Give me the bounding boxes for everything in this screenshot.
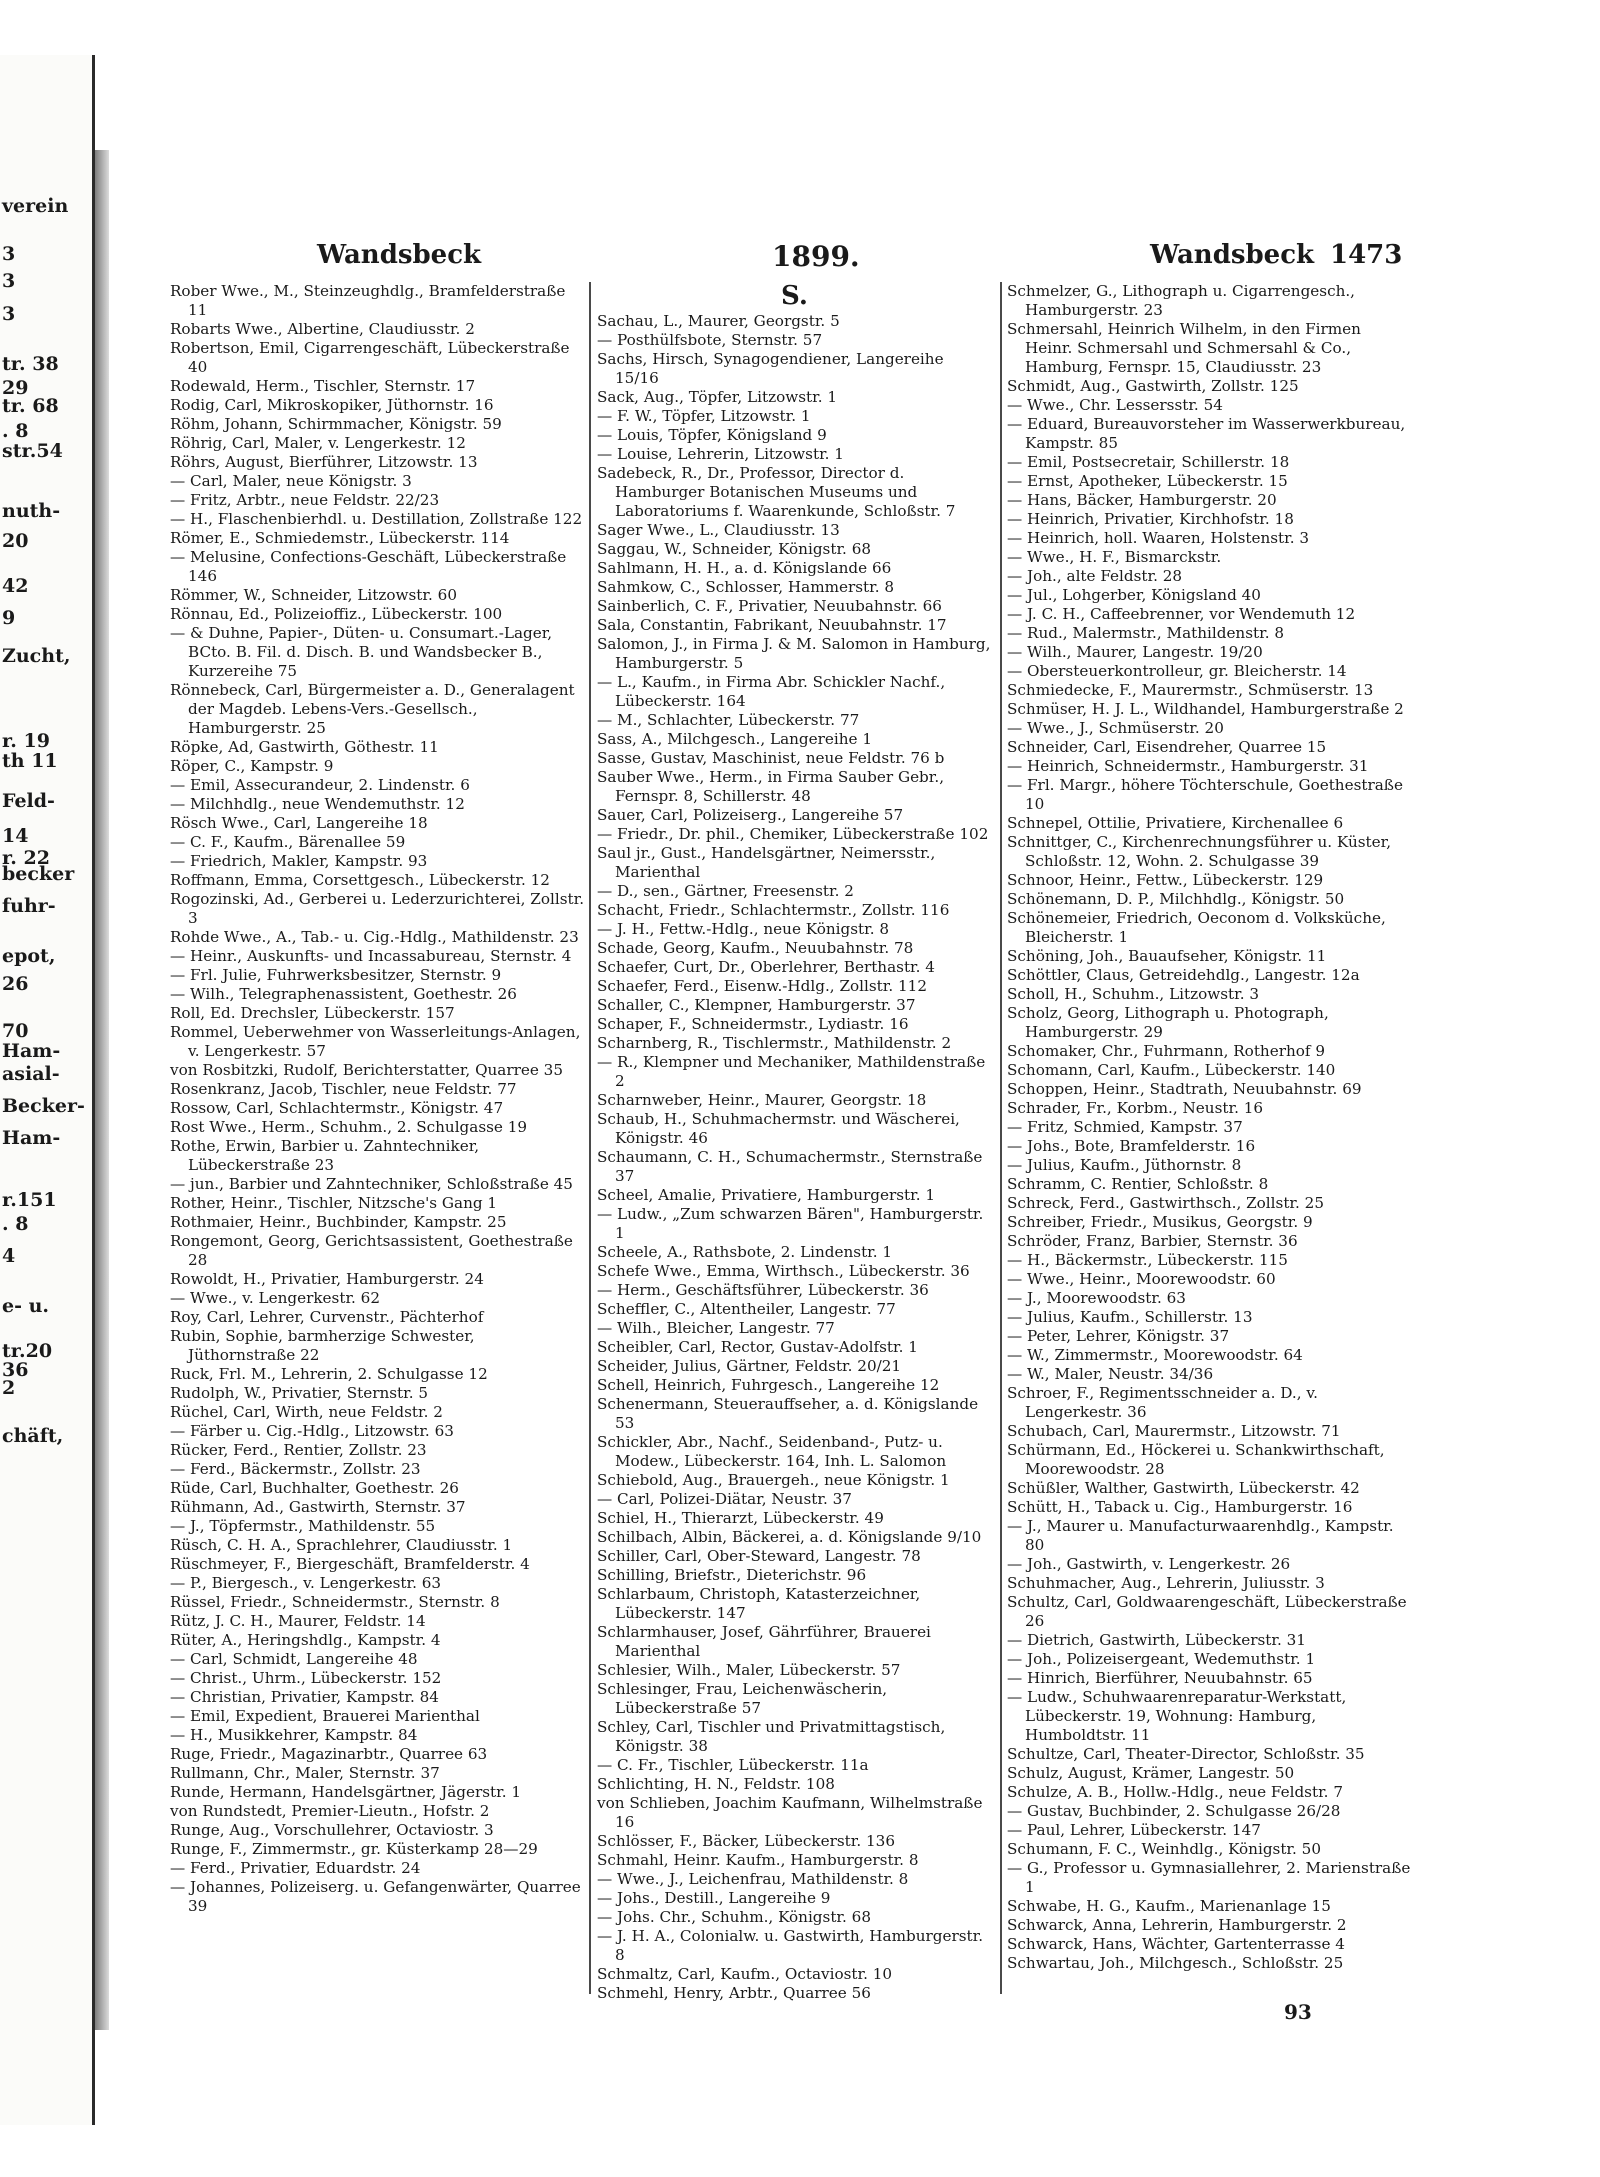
directory-entry: — Heinrich, holl. Waaren, Holstenstr. 3 <box>1007 529 1310 547</box>
column-divider <box>589 282 591 1994</box>
previous-page-text: Feld- <box>2 790 55 812</box>
directory-entry: Röper, C., Kampstr. 9 <box>170 757 334 775</box>
directory-entry: — Eduard, Bureauvorsteher im Wasserwerkbureau, Kampstr. 85 <box>1007 415 1406 452</box>
directory-entry: Schiller, Carl, Ober-Steward, Langestr. 78 <box>597 1547 921 1565</box>
directory-entry: — Joh., Gastwirth, v. Lengerkestr. 26 <box>1007 1555 1291 1573</box>
previous-page-text: str.54 <box>2 440 63 462</box>
previous-page-text: Ham- <box>2 1127 61 1149</box>
directory-entry: — J. H., Fettw.-Hdlg., neue Königstr. 8 <box>597 920 890 938</box>
directory-entry: Schmiedecke, F., Maurermstr., Schmüserstr. 13 <box>1007 681 1374 699</box>
previous-page-text: tr. 68 <box>2 395 59 417</box>
directory-entry: Sahlmann, H. H., a. d. Königslande 66 <box>597 559 892 577</box>
directory-entry: Rodewald, Herm., Tischler, Sternstr. 17 <box>170 377 476 395</box>
directory-entry: Schade, Georg, Kaufm., Neuubahnstr. 78 <box>597 939 914 957</box>
directory-entry: — H., Flaschenbierhdl. u. Destillation, Zollstraße 122 <box>170 510 583 528</box>
directory-entry: — Heinrich, Schneidermstr., Hamburgerstr. 31 <box>1007 757 1369 775</box>
directory-entry: — J., Moorewoodstr. 63 <box>1007 1289 1186 1307</box>
previous-page-text: 26 <box>2 973 29 995</box>
directory-entry: Schwartau, Joh., Milchgesch., Schloßstr. 25 <box>1007 1954 1344 1972</box>
previous-page-text: becker <box>2 863 75 885</box>
directory-entry: Rüter, A., Heringshdlg., Kampstr. 4 <box>170 1631 441 1649</box>
directory-entry: Schmersahl, Heinrich Wilhelm, in den Firmen Heinr. Schmersahl und Schmersahl & Co., Hamburg, Fernspr. 15, Claudiusstr. 23 <box>1007 320 1361 376</box>
directory-entry: Schmaltz, Carl, Kaufm., Octaviostr. 10 <box>597 1965 893 1983</box>
directory-entry: — F. W., Töpfer, Litzowstr. 1 <box>597 407 811 425</box>
directory-entry: Rother, Heinr., Tischler, Nitzsche's Gang 1 <box>170 1194 498 1212</box>
directory-entry: — Melusine, Confections-Geschäft, Lübeckerstraße 146 <box>170 548 567 585</box>
directory-entry: Schröder, Franz, Barbier, Sternstr. 36 <box>1007 1232 1298 1250</box>
directory-entry: Schmahl, Heinr. Kaufm., Hamburgerstr. 8 <box>597 1851 919 1869</box>
previous-page-text: . 8 <box>2 420 29 442</box>
directory-entry: Schnoor, Heinr., Fettw., Lübeckerstr. 129 <box>1007 871 1324 889</box>
directory-entry: — Dietrich, Gastwirth, Lübeckerstr. 31 <box>1007 1631 1306 1649</box>
directory-entry: — Fritz, Arbtr., neue Feldstr. 22/23 <box>170 491 440 509</box>
previous-page-text: 29 <box>2 377 29 399</box>
directory-entry: Schacht, Friedr., Schlachtermstr., Zollstr. 116 <box>597 901 950 919</box>
directory-entry: — Wwe., Chr. Lessersstr. 54 <box>1007 396 1223 414</box>
directory-entry: Römer, E., Schmiedemstr., Lübeckerstr. 114 <box>170 529 510 547</box>
directory-entry: Rönnau, Ed., Polizeioffiz., Lübeckerstr. 100 <box>170 605 503 623</box>
directory-entry: Robarts Wwe., Albertine, Claudiusstr. 2 <box>170 320 475 338</box>
previous-page-text: asial- <box>2 1063 60 1085</box>
directory-entry: — Julius, Kaufm., Jüthornstr. 8 <box>1007 1156 1242 1174</box>
directory-entry: Schaub, H., Schuhmachermstr. und Wäscherei, Königstr. 46 <box>597 1110 960 1147</box>
directory-entry: — Carl, Maler, neue Königstr. 3 <box>170 472 412 490</box>
directory-entry: Schubach, Carl, Maurermstr., Litzowstr. 71 <box>1007 1422 1341 1440</box>
previous-page-text: 3 <box>2 270 16 292</box>
directory-entry: Schulze, A. B., Hollw.-Hdlg., neue Feldstr. 7 <box>1007 1783 1343 1801</box>
directory-entry: — Fritz, Schmied, Kampstr. 37 <box>1007 1118 1243 1136</box>
directory-entry: Rogozinski, Ad., Gerberei u. Lederzurichterei, Zollstr. 3 <box>170 890 585 927</box>
previous-page-text: Ham- <box>2 1040 61 1062</box>
directory-entry: Schilbach, Albin, Bäckerei, a. d. Königslande 9/10 <box>597 1528 982 1546</box>
directory-entry: Schönemann, D. P., Milchhdlg., Königstr. 50 <box>1007 890 1345 908</box>
book-gutter <box>95 150 109 2030</box>
directory-entry: — Jul., Lohgerber, Königsland 40 <box>1007 586 1261 604</box>
directory-entry: — D., sen., Gärtner, Freesenstr. 2 <box>597 882 854 900</box>
directory-entry: Scheibler, Carl, Rector, Gustav-Adolfstr. 1 <box>597 1338 918 1356</box>
previous-page-text: 36 <box>2 1359 29 1381</box>
directory-entry: Schefe Wwe., Emma, Wirthsch., Lübeckerstr. 36 <box>597 1262 970 1280</box>
header-town-right: Wandsbeck <box>1150 240 1315 270</box>
directory-entry: Sasse, Gustav, Maschinist, neue Feldstr. 76 b <box>597 749 945 767</box>
directory-entry: Schomaker, Chr., Fuhrmann, Rotherhof 9 <box>1007 1042 1325 1060</box>
directory-entry: Schlarmhauser, Josef, Gährführer, Brauerei Marienthal <box>597 1623 931 1660</box>
directory-entry: Schmelzer, G., Lithograph u. Cigarrengesch., Hamburgerstr. 23 <box>1007 282 1356 319</box>
directory-entry: — Johs., Bote, Bramfelderstr. 16 <box>1007 1137 1256 1155</box>
column-divider <box>1000 282 1002 1994</box>
previous-page-text: Zucht, <box>2 645 71 667</box>
directory-entry: Sauber Wwe., Herm., in Firma Sauber Gebr., Fernspr. 8, Schillerstr. 48 <box>597 768 945 805</box>
directory-entry: Sack, Aug., Töpfer, Litzowstr. 1 <box>597 388 838 406</box>
directory-entry: Schilling, Briefstr., Dieterichstr. 96 <box>597 1566 867 1584</box>
directory-entry: Schultz, Carl, Goldwaarengeschäft, Lübeckerstraße 26 <box>1007 1593 1407 1630</box>
directory-entry: — Posthülfsbote, Sternstr. 57 <box>597 331 823 349</box>
directory-entry: Sager Wwe., L., Claudiusstr. 13 <box>597 521 840 539</box>
directory-entry: Runde, Hermann, Handelsgärtner, Jägerstr. 1 <box>170 1783 522 1801</box>
directory-entry: Schultze, Carl, Theater-Director, Schloßstr. 35 <box>1007 1745 1365 1763</box>
directory-entry: Schiel, H., Thierarzt, Lübeckerstr. 49 <box>597 1509 884 1527</box>
directory-entry: Rullmann, Chr., Maler, Sternstr. 37 <box>170 1764 440 1782</box>
directory-entry: Schürmann, Ed., Höckerei u. Schankwirthschaft, Moorewoodstr. 28 <box>1007 1441 1385 1478</box>
directory-column-1 <box>170 282 585 1916</box>
directory-entry: — Friedr., Dr. phil., Chemiker, Lübeckerstraße 102 <box>597 825 989 843</box>
directory-entry: Schomann, Carl, Kaufm., Lübeckerstr. 140 <box>1007 1061 1336 1079</box>
directory-entry: Schwabe, H. G., Kaufm., Marienanlage 15 <box>1007 1897 1331 1915</box>
directory-entry: Rüde, Carl, Buchhalter, Goethestr. 26 <box>170 1479 459 1497</box>
directory-entry: Schöttler, Claus, Getreidehdlg., Langestr. 12a <box>1007 966 1360 984</box>
previous-page-text: . 8 <box>2 1213 29 1235</box>
directory-entry: Schmüser, H. J. L., Wildhandel, Hamburgerstraße 2 <box>1007 700 1404 718</box>
directory-entry: — Christ., Uhrm., Lübeckerstr. 152 <box>170 1669 442 1687</box>
directory-entry: — J. H. A., Colonialw. u. Gastwirth, Hamburgerstr. 8 <box>597 1927 984 1964</box>
directory-entry: — jun., Barbier und Zahntechniker, Schloßstraße 45 <box>170 1175 573 1193</box>
directory-entry: Saggau, W., Schneider, Königstr. 68 <box>597 540 872 558</box>
directory-entry: Schaller, C., Klempner, Hamburgerstr. 37 <box>597 996 916 1014</box>
directory-entry: — Wilh., Telegraphenassistent, Goethestr. 26 <box>170 985 517 1003</box>
directory-entry: — Wilh., Bleicher, Langestr. 77 <box>597 1319 835 1337</box>
directory-entry: Roffmann, Emma, Corsettgesch., Lübeckerstr. 12 <box>170 871 550 889</box>
directory-entry: Robertson, Emil, Cigarrengeschäft, Lübeckerstraße 40 <box>170 339 570 376</box>
directory-entry: — Frl. Margr., höhere Töchterschule, Goethestraße 10 <box>1007 776 1403 813</box>
directory-entry: Schaefer, Ferd., Eisenw.-Hdlg., Zollstr. 112 <box>597 977 927 995</box>
directory-entry: Schroer, F., Regimentsschneider a. D., v. Lengerkestr. 36 <box>1007 1384 1318 1421</box>
directory-column-2 <box>597 282 992 2003</box>
directory-entry: Rönnebeck, Carl, Bürgermeister a. D., Generalagent der Magdeb. Lebens-Vers.-Gesellsch., Hamburgerstr. 25 <box>170 681 575 737</box>
directory-entry: Scheel, Amalie, Privatiere, Hamburgerstr. 1 <box>597 1186 936 1204</box>
directory-entry: — Heinr., Auskunfts- und Incassabureau, Sternstr. 4 <box>170 947 572 965</box>
directory-entry: Roll, Ed. Drechsler, Lübeckerstr. 157 <box>170 1004 455 1022</box>
directory-entry: Scharnberg, R., Tischlermstr., Mathildenstr. 2 <box>597 1034 952 1052</box>
page-number: 1473 <box>1330 240 1403 270</box>
directory-entry: von Schlieben, Joachim Kaufmann, Wilhelmstraße 16 <box>597 1794 983 1831</box>
directory-entry: Saul jr., Gust., Handelsgärtner, Neimersstr., Marienthal <box>597 844 936 881</box>
directory-entry: — Peter, Lehrer, Königstr. 37 <box>1007 1327 1230 1345</box>
directory-entry: — P., Biergesch., v. Lengerkestr. 63 <box>170 1574 442 1592</box>
directory-entry: — R., Klempner und Mechaniker, Mathildenstraße 2 <box>597 1053 986 1090</box>
directory-entry: — Ernst, Apotheker, Lübeckerstr. 15 <box>1007 472 1288 490</box>
directory-entry: Sainberlich, C. F., Privatier, Neuubahnstr. 66 <box>597 597 942 615</box>
directory-entry: Sala, Constantin, Fabrikant, Neuubahnstr. 17 <box>597 616 947 634</box>
directory-entry: Schütt, H., Taback u. Cig., Hamburgerstr. 16 <box>1007 1498 1353 1516</box>
directory-entry: — Louise, Lehrerin, Litzowstr. 1 <box>597 445 844 463</box>
directory-entry: Scheele, A., Rathsbote, 2. Lindenstr. 1 <box>597 1243 893 1261</box>
directory-entry: Scholl, H., Schuhm., Litzowstr. 3 <box>1007 985 1260 1003</box>
directory-entry: — Emil, Expedient, Brauerei Marienthal <box>170 1707 480 1725</box>
directory-entry: Rohde Wwe., A., Tab.- u. Cig.-Hdlg., Mathildenstr. 23 <box>170 928 579 946</box>
directory-entry: Rothe, Erwin, Barbier u. Zahntechniker, Lübeckerstraße 23 <box>170 1137 480 1174</box>
directory-entry: — Rud., Malermstr., Mathildenstr. 8 <box>1007 624 1285 642</box>
previous-page-text: Becker- <box>2 1095 85 1117</box>
directory-entry: Runge, Aug., Vorschullehrer, Octaviostr. 3 <box>170 1821 494 1839</box>
directory-entry: Schramm, C. Rentier, Schloßstr. 8 <box>1007 1175 1269 1193</box>
directory-entry: Schreck, Ferd., Gastwirthsch., Zollstr. 25 <box>1007 1194 1324 1212</box>
directory-entry: — Carl, Polizei-Diätar, Neustr. 37 <box>597 1490 852 1508</box>
directory-entry: — Christian, Privatier, Kampstr. 84 <box>170 1688 439 1706</box>
directory-entry: Rühmann, Ad., Gastwirth, Sternstr. 37 <box>170 1498 466 1516</box>
directory-entry: — Joh., Polizeisergeant, Wedemuthstr. 1 <box>1007 1650 1316 1668</box>
section-letter: S. <box>781 281 808 311</box>
directory-entry: — L., Kaufm., in Firma Abr. Schickler Nachf., Lübeckerstr. 164 <box>597 673 946 710</box>
directory-entry: Sass, A., Milchgesch., Langereihe 1 <box>597 730 872 748</box>
directory-entry: Röhm, Johann, Schirmmacher, Königstr. 59 <box>170 415 502 433</box>
directory-entry: — G., Professor u. Gymnasiallehrer, 2. Marienstraße 1 <box>1007 1859 1411 1896</box>
directory-entry: Schwarck, Anna, Lehrerin, Hamburgerstr. 2 <box>1007 1916 1347 1934</box>
directory-entry: — J., Maurer u. Manufacturwaarenhdlg., Kampstr. 80 <box>1007 1517 1394 1554</box>
directory-entry: — W., Zimmermstr., Moorewoodstr. 64 <box>1007 1346 1303 1364</box>
directory-entry: — Wwe., J., Leichenfrau, Mathildenstr. 8 <box>597 1870 909 1888</box>
directory-entry: — H., Bäckermstr., Lübeckerstr. 115 <box>1007 1251 1288 1269</box>
previous-page-text: fuhr- <box>2 895 56 917</box>
directory-entry: Sachs, Hirsch, Synagogendiener, Langereihe 15/16 <box>597 350 944 387</box>
directory-entry: — Milchhdlg., neue Wendemuthstr. 12 <box>170 795 465 813</box>
directory-entry: — J., Töpfermstr., Mathildenstr. 55 <box>170 1517 436 1535</box>
directory-entry: Roy, Carl, Lehrer, Curvenstr., Pächterhof <box>170 1308 484 1326</box>
directory-entry: — Herm., Geschäftsführer, Lübeckerstr. 36 <box>597 1281 929 1299</box>
directory-page <box>112 160 1412 2040</box>
directory-entry: — M., Schlachter, Lübeckerstr. 77 <box>597 711 860 729</box>
directory-entry: Rongemont, Georg, Gerichtsassistent, Goethestraße 28 <box>170 1232 573 1269</box>
directory-entry: Schenermann, Steuerauffseher, a. d. Königslande 53 <box>597 1395 979 1432</box>
previous-page-text: e- u. <box>2 1295 50 1317</box>
directory-entry: Schmidt, Aug., Gastwirth, Zollstr. 125 <box>1007 377 1299 395</box>
previous-page-fragment <box>0 55 95 2125</box>
directory-entry: Schlichting, H. N., Feldstr. 108 <box>597 1775 835 1793</box>
previous-page-text: th 11 <box>2 750 58 772</box>
directory-entry: Schaefer, Curt, Dr., Oberlehrer, Berthastr. 4 <box>597 958 935 976</box>
directory-entry: — Ferd., Bäckermstr., Zollstr. 23 <box>170 1460 421 1478</box>
directory-entry: Ruge, Friedr., Magazinarbtr., Quarree 63 <box>170 1745 488 1763</box>
directory-entry: Ruck, Frl. M., Lehrerin, 2. Schulgasse 12 <box>170 1365 488 1383</box>
directory-entry: Rubin, Sophie, barmherzige Schwester, Jüthornstraße 22 <box>170 1327 475 1364</box>
directory-entry: Rothmaier, Heinr., Buchbinder, Kampstr. 25 <box>170 1213 507 1231</box>
directory-entry: — Gustav, Buchbinder, 2. Schulgasse 26/28 <box>1007 1802 1341 1820</box>
directory-entry: Rütz, J. C. H., Maurer, Feldstr. 14 <box>170 1612 426 1630</box>
directory-entry: — Hans, Bäcker, Hamburgerstr. 20 <box>1007 491 1277 509</box>
directory-entry: von Rundstedt, Premier-Lieutn., Hofstr. 2 <box>170 1802 490 1820</box>
directory-entry: Scholz, Georg, Lithograph u. Photograph, Hamburgerstr. 29 <box>1007 1004 1329 1041</box>
previous-page-text: epot, <box>2 945 56 967</box>
directory-entry: — Emil, Assecurandeur, 2. Lindenstr. 6 <box>170 776 470 794</box>
directory-entry: Rosenkranz, Jacob, Tischler, neue Feldstr. 77 <box>170 1080 517 1098</box>
directory-entry: — Ferd., Privatier, Eduardstr. 24 <box>170 1859 421 1877</box>
directory-entry: — Johannes, Polizeiserg. u. Gefangenwärter, Quarree 39 <box>170 1878 581 1915</box>
directory-entry: Schaper, F., Schneidermstr., Lydiastr. 16 <box>597 1015 909 1033</box>
sheet-number: 93 <box>1284 2000 1312 2024</box>
previous-page-text: r.151 <box>2 1189 57 1211</box>
directory-entry: Rüchel, Carl, Wirth, neue Feldstr. 2 <box>170 1403 443 1421</box>
directory-entry: — C. Fr., Tischler, Lübeckerstr. 11a <box>597 1756 869 1774</box>
directory-entry: Schrader, Fr., Korbm., Neustr. 16 <box>1007 1099 1264 1117</box>
previous-page-text: r. 19 <box>2 730 50 752</box>
directory-entry: — Joh., alte Feldstr. 28 <box>1007 567 1183 585</box>
directory-entry: Schickler, Abr., Nachf., Seidenband-, Putz- u. Modew., Lübeckerstr. 164, Inh. L. Salomon <box>597 1433 947 1470</box>
directory-entry: Scheider, Julius, Gärtner, Feldstr. 20/21 <box>597 1357 902 1375</box>
directory-entry: Schlesinger, Frau, Leichenwäscherin, Lübeckerstraße 57 <box>597 1680 888 1717</box>
header-town-left: Wandsbeck <box>317 240 482 270</box>
previous-page-text: nuth- <box>2 500 61 522</box>
directory-entry: Schönemeier, Friedrich, Oeconom d. Volksküche, Bleicherstr. 1 <box>1007 909 1386 946</box>
directory-entry: — J. C. H., Caffeebrenner, vor Wendemuth 12 <box>1007 605 1356 623</box>
directory-entry: Rowoldt, H., Privatier, Hamburgerstr. 24 <box>170 1270 484 1288</box>
directory-entry: — Wwe., J., Schmüserstr. 20 <box>1007 719 1224 737</box>
previous-page-text: tr.20 <box>2 1340 53 1362</box>
directory-entry: Sahmkow, C., Schlosser, Hammerstr. 8 <box>597 578 895 596</box>
directory-entry: Röhrs, August, Bierführer, Litzowstr. 13 <box>170 453 478 471</box>
directory-entry: von Rosbitzki, Rudolf, Berichterstatter, Quarree 35 <box>170 1061 564 1079</box>
previous-page-text: verein <box>2 195 69 217</box>
directory-entry: Rossow, Carl, Schlachtermstr., Königstr. 47 <box>170 1099 504 1117</box>
directory-entry: Schmehl, Henry, Arbtr., Quarree 56 <box>597 1984 871 2002</box>
directory-entry: — Ludw., „Zum schwarzen Bären", Hamburgerstr. 1 <box>597 1205 984 1242</box>
directory-entry: Schlösser, F., Bäcker, Lübeckerstr. 136 <box>597 1832 895 1850</box>
directory-entry: Sauer, Carl, Polizeiserg., Langereihe 57 <box>597 806 904 824</box>
previous-page-text: tr. 38 <box>2 353 59 375</box>
directory-entry: Römmer, W., Schneider, Litzowstr. 60 <box>170 586 457 604</box>
directory-entry: Rober Wwe., M., Steinzeughdlg., Bramfelderstraße 11 <box>170 282 566 319</box>
directory-entry: Sadebeck, R., Dr., Professor, Director d. Hamburger Botanischen Museums und Laboratoriums f. Waarenkunde, Schloßstr. 7 <box>597 464 956 520</box>
directory-entry: — H., Musikkehrer, Kampstr. 84 <box>170 1726 418 1744</box>
directory-entry: — Heinrich, Privatier, Kirchhofstr. 18 <box>1007 510 1294 528</box>
directory-entry: Rüsch, C. H. A., Sprachlehrer, Claudiusstr. 1 <box>170 1536 513 1554</box>
directory-entry: Rodig, Carl, Mikroskopiker, Jüthornstr. 16 <box>170 396 494 414</box>
directory-entry: — Paul, Lehrer, Lübeckerstr. 147 <box>1007 1821 1261 1839</box>
directory-entry: — W., Maler, Neustr. 34/36 <box>1007 1365 1214 1383</box>
directory-entry: Runge, F., Zimmermstr., gr. Küsterkamp 28—29 <box>170 1840 538 1858</box>
directory-entry: Schoppen, Heinr., Stadtrath, Neuubahnstr. 69 <box>1007 1080 1362 1098</box>
directory-entry: — Wwe., Heinr., Moorewoodstr. 60 <box>1007 1270 1276 1288</box>
directory-entry: — Johs. Chr., Schuhm., Königstr. 68 <box>597 1908 872 1926</box>
previous-page-text: r. 22 <box>2 847 50 869</box>
previous-page-text: 9 <box>2 607 16 629</box>
directory-entry: Schreiber, Friedr., Musikus, Georgstr. 9 <box>1007 1213 1313 1231</box>
directory-entry: — & Duhne, Papier-, Düten- u. Consumart.-Lager, BCto. B. Fil. d. Disch. B. und Wandsbecker B., Kurzereihe 75 <box>170 624 553 680</box>
directory-column-3 <box>1007 282 1412 1973</box>
directory-entry: Schumann, F. C., Weinhdlg., Königstr. 50 <box>1007 1840 1322 1858</box>
page-header <box>112 240 1412 280</box>
directory-entry: Salomon, J., in Firma J. & M. Salomon in Hamburg, Hamburgerstr. 5 <box>597 635 991 672</box>
directory-entry: — Johs., Destill., Langereihe 9 <box>597 1889 831 1907</box>
directory-entry: — Emil, Postsecretair, Schillerstr. 18 <box>1007 453 1290 471</box>
previous-page-text: 3 <box>2 303 16 325</box>
previous-page-text: 20 <box>2 530 29 552</box>
directory-entry: Schwarck, Hans, Wächter, Gartenterrasse 4 <box>1007 1935 1345 1953</box>
directory-entry: Schnepel, Ottilie, Privatiere, Kirchenallee 6 <box>1007 814 1344 832</box>
directory-entry: — C. F., Kaufm., Bärenallee 59 <box>170 833 406 851</box>
directory-entry: Rücker, Ferd., Rentier, Zollstr. 23 <box>170 1441 427 1459</box>
directory-entry: Röhrig, Carl, Maler, v. Lengerkestr. 12 <box>170 434 466 452</box>
directory-entry: Schnittger, C., Kirchenrechnungsführer u. Küster, Schloßstr. 12, Wohn. 2. Schulgasse 39 <box>1007 833 1392 870</box>
directory-entry: — Wwe., v. Lengerkestr. 62 <box>170 1289 381 1307</box>
previous-page-text: 70 <box>2 1020 29 1042</box>
directory-entry: — Louis, Töpfer, Königsland 9 <box>597 426 827 444</box>
previous-page-text: 42 <box>2 575 29 597</box>
directory-entry: Rüssel, Friedr., Schneidermstr., Sternstr. 8 <box>170 1593 500 1611</box>
directory-entry: Schneider, Carl, Eisendreher, Quarree 15 <box>1007 738 1327 756</box>
directory-entry: Schulz, August, Krämer, Langestr. 50 <box>1007 1764 1295 1782</box>
previous-page-text: 3 <box>2 243 16 265</box>
directory-entry: — Friedrich, Makler, Kampstr. 93 <box>170 852 428 870</box>
directory-entry: — Wwe., H. F., Bismarckstr. <box>1007 548 1222 566</box>
directory-entry: Rost Wwe., Herm., Schuhm., 2. Schulgasse 19 <box>170 1118 528 1136</box>
directory-entry: Rösch Wwe., Carl, Langereihe 18 <box>170 814 428 832</box>
directory-entry: Schley, Carl, Tischler und Privatmittagstisch, Königstr. 38 <box>597 1718 946 1755</box>
directory-entry: Schüßler, Walther, Gastwirth, Lübeckerstr. 42 <box>1007 1479 1360 1497</box>
directory-entry: — Frl. Julie, Fuhrwerksbesitzer, Sternstr. 9 <box>170 966 502 984</box>
directory-entry: — Wilh., Maurer, Langestr. 19/20 <box>1007 643 1263 661</box>
directory-entry: Schöning, Joh., Bauaufseher, Königstr. 11 <box>1007 947 1327 965</box>
previous-page-text: 4 <box>2 1245 16 1267</box>
previous-page-text: 2 <box>2 1377 16 1399</box>
previous-page-text: chäft, <box>2 1425 64 1447</box>
directory-entry: — Obersteuerkontrolleur, gr. Bleicherstr. 14 <box>1007 662 1347 680</box>
directory-entry: Rudolph, W., Privatier, Sternstr. 5 <box>170 1384 429 1402</box>
directory-entry: Schuhmacher, Aug., Lehrerin, Juliusstr. 3 <box>1007 1574 1325 1592</box>
directory-entry: Rommel, Ueberwehmer von Wasserleitungs-Anlagen, v. Lengerkestr. 57 <box>170 1023 581 1060</box>
directory-entry: Schlesier, Wilh., Maler, Lübeckerstr. 57 <box>597 1661 901 1679</box>
directory-entry: Schell, Heinrich, Fuhrgesch., Langereihe 12 <box>597 1376 940 1394</box>
directory-entry: Rüschmeyer, F., Biergeschäft, Bramfelderstr. 4 <box>170 1555 530 1573</box>
directory-entry: Scheffler, C., Altentheiler, Langestr. 77 <box>597 1300 896 1318</box>
directory-entry: — Hinrich, Bierführer, Neuubahnstr. 65 <box>1007 1669 1313 1687</box>
directory-entry: — Ludw., Schuhwaarenreparatur-Werkstatt, Lübeckerstr. 19, Wohnung: Hamburg, Humboldtstr. 11 <box>1007 1688 1347 1744</box>
directory-entry: Schaumann, C. H., Schumachermstr., Sternstraße 37 <box>597 1148 983 1185</box>
directory-entry: — Färber u. Cig.-Hdlg., Litzowstr. 63 <box>170 1422 454 1440</box>
header-year: 1899. <box>772 240 860 273</box>
directory-entry: — Julius, Kaufm., Schillerstr. 13 <box>1007 1308 1253 1326</box>
directory-entry: Schiebold, Aug., Brauergeh., neue Königstr. 1 <box>597 1471 950 1489</box>
directory-entry: Scharnweber, Heinr., Maurer, Georgstr. 18 <box>597 1091 927 1109</box>
directory-entry: Sachau, L., Maurer, Georgstr. 5 <box>597 312 840 330</box>
directory-entry: Röpke, Ad, Gastwirth, Göthestr. 11 <box>170 738 439 756</box>
directory-entry: — Carl, Schmidt, Langereihe 48 <box>170 1650 418 1668</box>
directory-entry: Schlarbaum, Christoph, Katasterzeichner, Lübeckerstr. 147 <box>597 1585 921 1622</box>
previous-page-text: 14 <box>2 825 29 847</box>
